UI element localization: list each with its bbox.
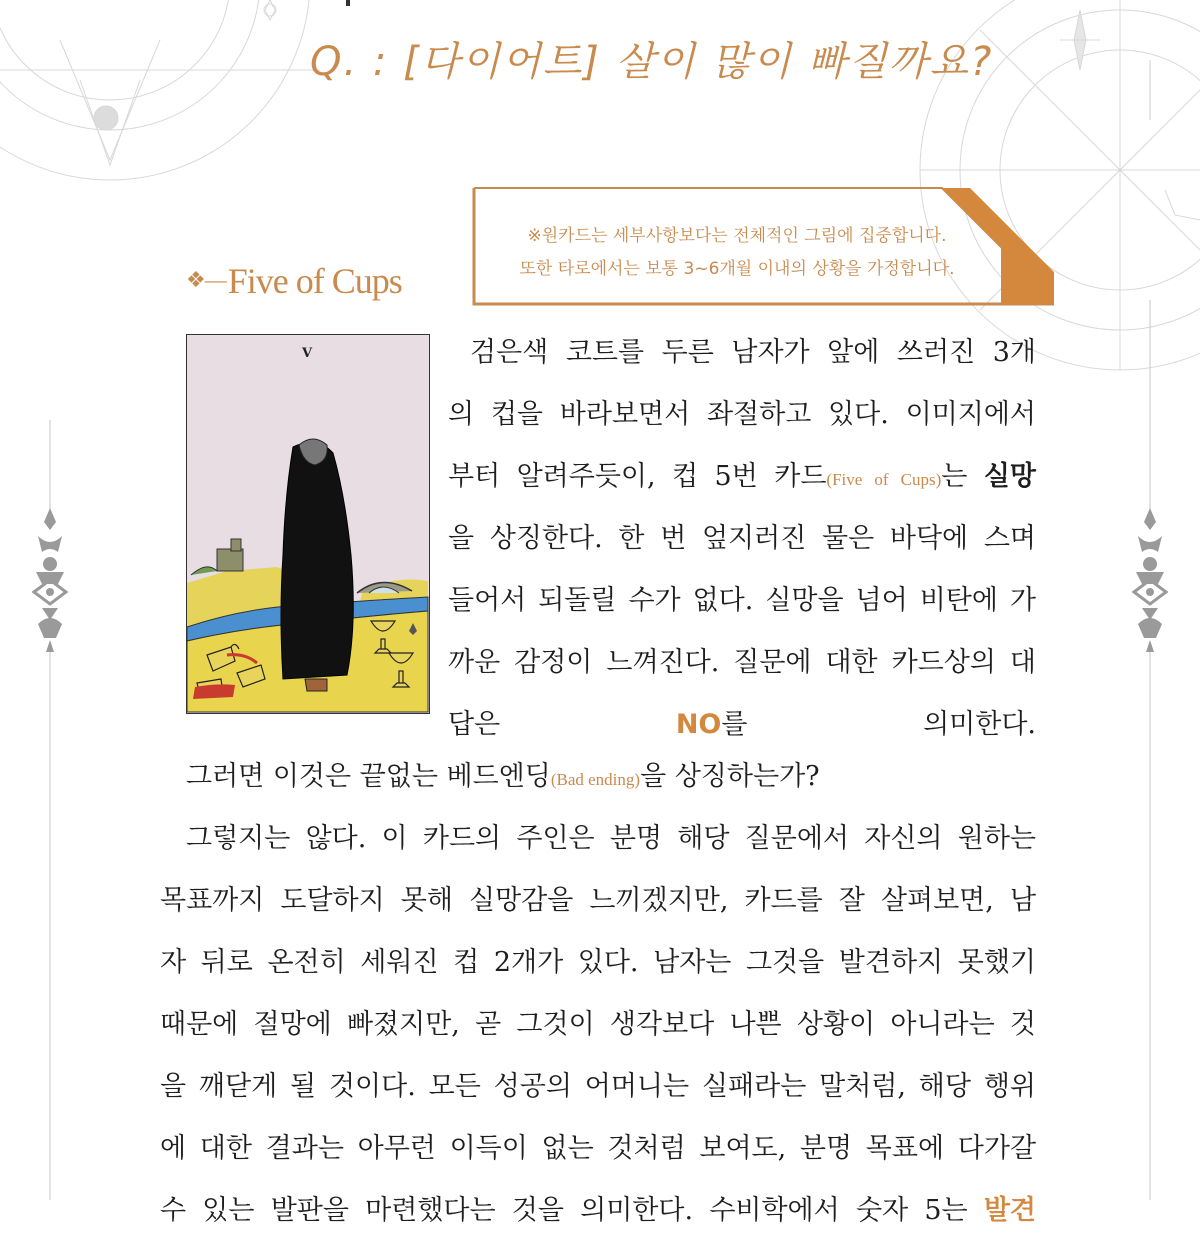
five-of-cups-illustration bbox=[187, 335, 428, 712]
keyword-disappointment: 실망 bbox=[983, 461, 1036, 492]
card-heading bbox=[186, 260, 402, 302]
p3-line-6: 에 대한 결과는 아무런 이득이 없는 것처럼 보여도, 분명 목표에 다가갈 bbox=[160, 1133, 1036, 1164]
p2-text-a: 그러면 이것은 끝없는 베드엔딩 bbox=[186, 761, 551, 792]
p1-line-2: 의 컵을 바라보면서 좌절하고 있다. 이미지에서 bbox=[448, 399, 1036, 430]
p3-last-text: 수 있는 발판을 마련했다는 것을 의미한다. 수비학에서 숫자 5는 bbox=[160, 1195, 984, 1226]
p3-line-4: 때문에 절망에 빠졌지만, 곧 그것이 생각보다 나쁜 상황이 아니라는 것 bbox=[160, 1009, 1036, 1040]
p3-line-3: 자 뒤로 온전히 세워진 컵 2개가 있다. 남자는 그것을 발견하지 못했기 bbox=[160, 947, 1036, 978]
paragraph-3 bbox=[160, 808, 1036, 1242]
p1-line-1: 검은색 코트를 두른 남자가 앞에 쓰러진 3개 bbox=[470, 337, 1036, 368]
note-line-2: 또한 타로에서는 보통 3~6개월 이내의 상황을 가정합니다. bbox=[519, 259, 955, 279]
note-line-1: ※원카드는 세부사항보다는 전체적인 그림에 집중합니다. bbox=[527, 226, 947, 246]
answer-no: NO bbox=[675, 709, 722, 740]
keyword-discovery: 발견 bbox=[983, 1195, 1036, 1226]
p1-last-text-a: 답은 bbox=[448, 709, 676, 740]
english-note-five-of-cups: (Five of Cups) bbox=[826, 470, 942, 489]
p1-line-4: 을 상징한다. 한 번 엎지러진 물은 바닥에 스며 bbox=[448, 523, 1036, 554]
p1-line-3-text-b: 는 bbox=[941, 461, 984, 492]
note-box bbox=[472, 186, 1054, 306]
p3-line-5: 을 깨닫게 될 것이다. 모든 성공의 어머니는 실패라는 말처럼, 해당 행위 bbox=[160, 1071, 1036, 1102]
p1-line-3-text: 부터 알려주듯이, 컵 5번 카드 bbox=[448, 461, 827, 492]
right-ornament bbox=[1130, 508, 1170, 652]
p1-line-5: 들어서 되돌릴 수가 없다. 실망을 넘어 비탄에 가 bbox=[448, 585, 1036, 616]
card-numeral: V bbox=[301, 346, 313, 361]
top-mark bbox=[346, 0, 350, 6]
english-note-bad-ending: (Bad ending) bbox=[550, 770, 641, 789]
heading-prefix: ❖— bbox=[186, 267, 226, 292]
question-title: Q. : [다이어트] 살이 많이 빠질까요? bbox=[310, 39, 994, 85]
card-name: Five of Cups bbox=[227, 261, 402, 301]
p3-line-2: 목표까지 도달하지 못해 실망감을 느끼겠지만, 카드를 잘 살펴보면, 남 bbox=[160, 885, 1036, 916]
p2-text-b: 을 상징하는가? bbox=[640, 761, 820, 792]
left-ornament bbox=[30, 508, 70, 652]
p3-line-7 bbox=[160, 1180, 1036, 1242]
p3-line-1: 그렇지는 않다. 이 카드의 주인은 분명 해당 질문에서 자신의 원하는 bbox=[186, 823, 1036, 854]
p2-line bbox=[186, 746, 1036, 808]
paragraph-1 bbox=[448, 322, 1036, 756]
tarot-card-image bbox=[186, 334, 430, 714]
p1-line-3 bbox=[448, 446, 1036, 508]
note-text bbox=[472, 220, 1002, 286]
paragraph-2 bbox=[186, 746, 1036, 808]
p1-line-6: 까운 감정이 느껴진다. 질문에 대한 카드상의 대 bbox=[448, 647, 1036, 678]
p1-last-text-b: 를 의미한다. bbox=[721, 709, 1037, 740]
